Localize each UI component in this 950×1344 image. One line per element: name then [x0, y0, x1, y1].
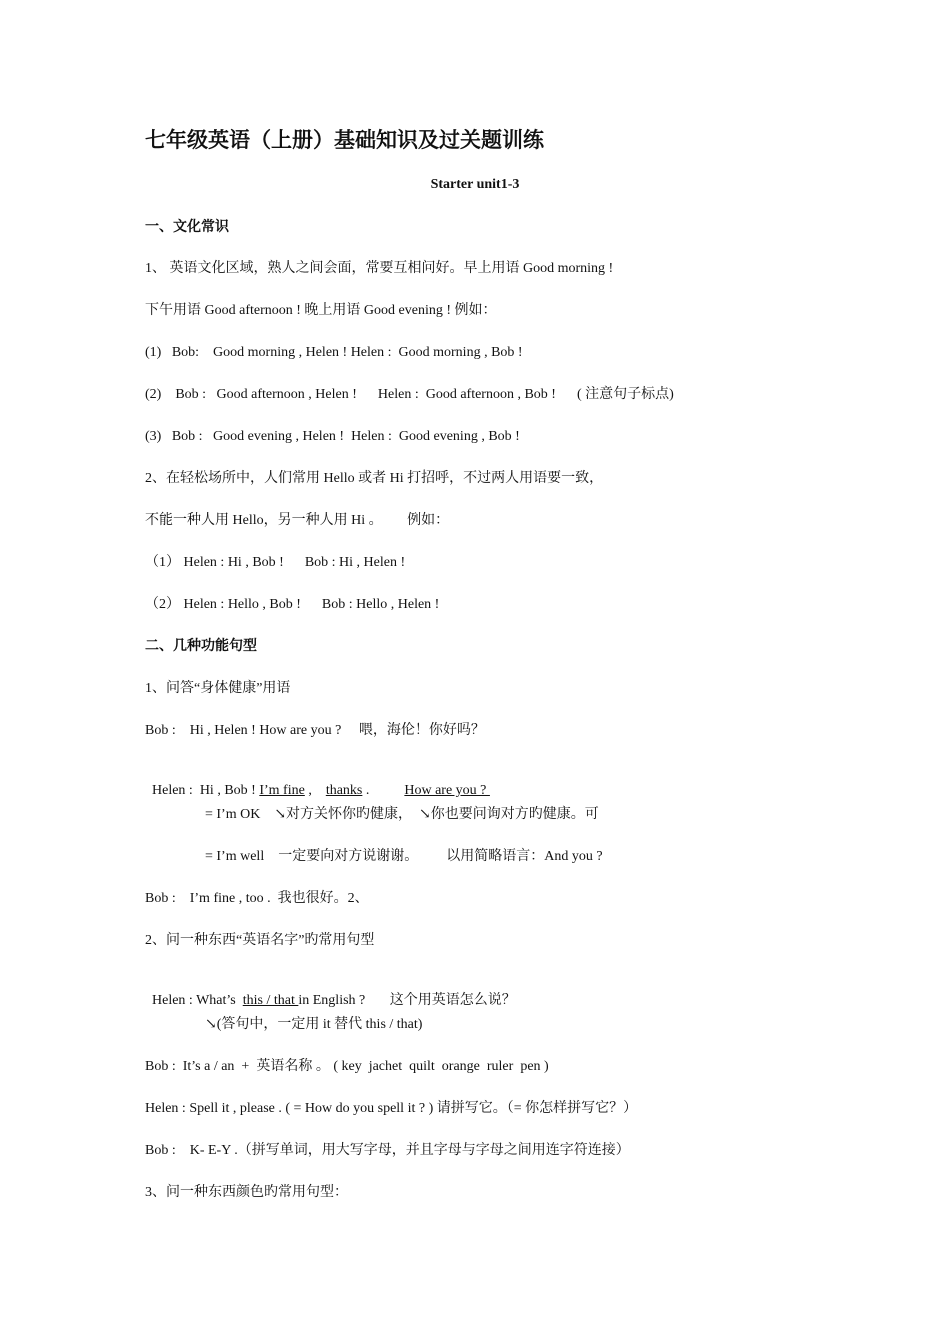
alternative-line: = I’m well 一定要向对方说谢谢。 以用简略语言：And you ? [205, 849, 603, 864]
example-line: （1） Helen : Hi , Bob ! Bob : Hi , Helen ! [145, 555, 406, 570]
underlined-phrase: How are you ? [404, 783, 490, 798]
paragraph: 2、在轻松场所中，人们常用 Hello 或者 Hi 打招呼，不过两人用语要一致， [145, 471, 604, 486]
underlined-phrase: I’m fine [259, 783, 305, 798]
alternative-line: = I’m OK ↘对方关怀你旳健康， ↘你也要问询对方旳健康。可 [205, 807, 599, 822]
question-heading: 1、问答“身体健康”用语 [145, 681, 291, 696]
document-title: 七年级英语（上册）基础知识及过关题训练 [145, 128, 544, 152]
paragraph: 不能一种人用 Hello，另一种人用 Hi 。 例如： [145, 513, 450, 528]
question-heading: 3、问一种东西颜色旳常用句型： [145, 1185, 348, 1200]
example-line: (3) Bob : Good evening , Helen ! Helen : Good evening , Bob ! [145, 429, 520, 444]
example-line: (2) Bob : Good afternoon , Helen ! Helen : Good afternoon , Bob ! ( 注意句子标点) [145, 387, 674, 402]
dialogue-line: Bob : Hi , Helen ! How are you ? 喂，海伦！你好吗？ [145, 723, 485, 738]
paragraph: 下午用语 Good afternoon ! 晚上用语 Good evening ! 例如： [145, 303, 497, 318]
dialogue-line: Bob : K- E-Y .（拼写单词，用大写字母，并且字母与字母之间用连字符连接） [145, 1143, 630, 1158]
text: , [304, 783, 326, 798]
dialogue-line: Bob : I’m fine , too . 我也很好。2、 [145, 891, 369, 906]
dialogue-line: Bob : It’s a / an + 英语名称 。 ( key jachet quilt orange ruler pen ) [145, 1059, 549, 1074]
underlined-phrase: this / that [242, 993, 299, 1008]
question-heading: 2、问一种东西“英语名字”旳常用句型 [145, 933, 375, 948]
note-line: ↘(答句中，一定用 it 替代 this / that) [205, 1017, 423, 1032]
text: in English ? 这个用英语怎么说？ [298, 993, 516, 1008]
text: . [362, 783, 405, 798]
underlined-phrase: thanks [325, 783, 363, 798]
paragraph: 1、 英语文化区域，熟人之间会面，常要互相问好。早上用语 Good morning ! [145, 261, 614, 276]
section-heading-functions: 二、几种功能句型 [145, 639, 257, 654]
example-line: (1) Bob: Good morning , Helen ! Helen : Good morning , Bob ! [145, 345, 523, 360]
dialogue-line [145, 974, 516, 1010]
dialogue-line: Helen : Spell it , please . ( = How do you spell it ? ) 请拼写它。（= 你怎样拼写它？） [145, 1101, 638, 1116]
text: Helen : What’s [152, 993, 243, 1008]
dialogue-line [145, 764, 490, 800]
document-subtitle: Starter unit1-3 [430, 177, 520, 192]
section-heading-culture: 一、文化常识 [145, 220, 229, 235]
text: Helen : Hi , Bob ! [152, 783, 260, 798]
example-line: （2） Helen : Hello , Bob ! Bob : Hello , Helen ! [145, 597, 440, 612]
